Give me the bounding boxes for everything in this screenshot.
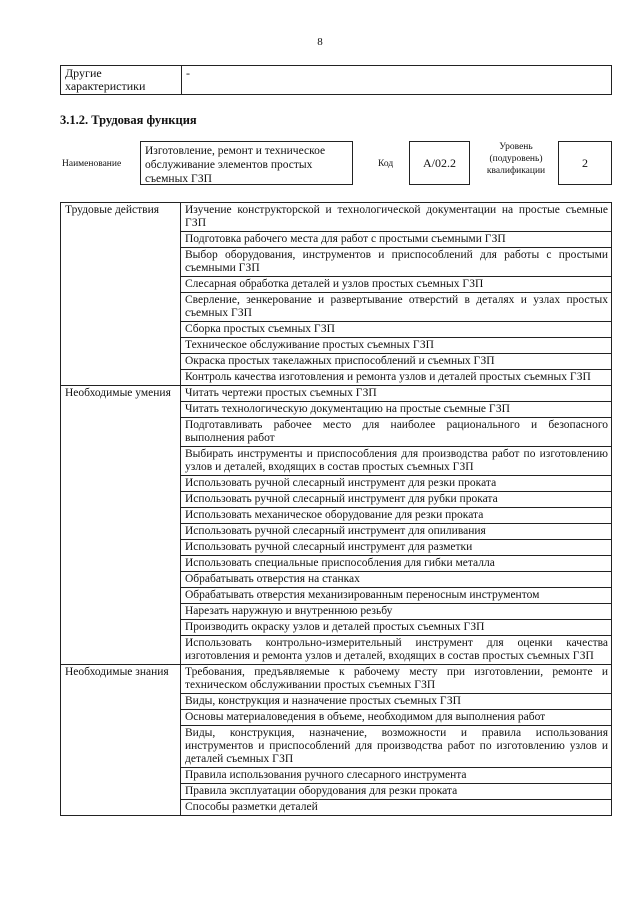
item-cell: Сборка простых съемных ГЗП xyxy=(181,322,612,338)
name-value: Изготовление, ремонт и техническое обслуживание элементов простых съемных ГЗП xyxy=(140,141,353,185)
item-cell: Использовать механическое оборудование для резки проката xyxy=(181,508,612,524)
item-cell: Способы разметки деталей xyxy=(181,800,612,816)
item-cell: Окраска простых такелажных приспособлений и съемных ГЗП xyxy=(181,354,612,370)
labor-function-table xyxy=(60,202,612,816)
item-cell: Слесарная обработка деталей и узлов простых съемных ГЗП xyxy=(181,277,612,293)
category-cell: Необходимые знания xyxy=(61,665,181,816)
item-cell: Использовать ручной слесарный инструмент для опиливания xyxy=(181,524,612,540)
item-cell: Использовать контрольно-измерительный инструмент для оценки качества изготовления и ремонта узлов и деталей, входящих в состав простых съемных ГЗП xyxy=(181,636,612,665)
item-cell: Обрабатывать отверстия на станках xyxy=(181,572,612,588)
item-cell: Производить окраску узлов и деталей простых съемных ГЗП xyxy=(181,620,612,636)
item-cell: Техническое обслуживание простых съемных ГЗП xyxy=(181,338,612,354)
category-cell: Необходимые умения xyxy=(61,386,181,665)
code-value: А/02.2 xyxy=(409,141,470,185)
category-cell: Трудовые действия xyxy=(61,203,181,386)
item-cell: Использовать ручной слесарный инструмент для рубки проката xyxy=(181,492,612,508)
other-characteristics-value: - xyxy=(182,66,612,95)
item-cell: Выбирать инструменты и приспособления для производства работ по изготовлению узлов и деталей, входящих в состав простых съемных ГЗП xyxy=(181,447,612,476)
item-cell: Правила использования ручного слесарного инструмента xyxy=(181,768,612,784)
level-value: 2 xyxy=(558,141,612,185)
item-cell: Виды, конструкция, назначение, возможности и правила использования инструментов и приспособлений для производства работ по изготовлению узлов и деталей съемных ГЗП xyxy=(181,726,612,768)
table-row xyxy=(61,203,612,232)
item-cell: Читать технологическую документацию на простые съемные ГЗП xyxy=(181,402,612,418)
item-cell: Подготовка рабочего места для работ с простыми съемными ГЗП xyxy=(181,232,612,248)
item-cell: Выбор оборудования, инструментов и приспособлений для работы с простыми съемными ГЗП xyxy=(181,248,612,277)
page-number: 8 xyxy=(317,36,323,48)
item-cell: Виды, конструкция и назначение простых съемных ГЗП xyxy=(181,694,612,710)
name-label: Наименование xyxy=(62,159,122,169)
section-title: 3.1.2. Трудовая функция xyxy=(60,113,197,127)
item-cell: Обрабатывать отверстия механизированным переносным инструментом xyxy=(181,588,612,604)
item-cell: Использовать ручной слесарный инструмент для разметки xyxy=(181,540,612,556)
other-characteristics-table xyxy=(60,65,612,95)
item-cell: Требования, предъявляемые к рабочему месту при изготовлении, ремонте и техническом обслуживании простых съемных ГЗП xyxy=(181,665,612,694)
other-characteristics-label: Другие характеристики xyxy=(61,66,182,95)
item-cell: Читать чертежи простых съемных ГЗП xyxy=(181,386,612,402)
item-cell: Контроль качества изготовления и ремонта узлов и деталей простых съемных ГЗП xyxy=(181,370,612,386)
table-row xyxy=(61,665,612,694)
item-cell: Подготавливать рабочее место для наиболее рационального и безопасного выполнения работ xyxy=(181,418,612,447)
item-cell: Использовать специальные приспособления для гибки металла xyxy=(181,556,612,572)
table-row xyxy=(61,386,612,402)
item-cell: Изучение конструкторской и технологической документации на простые съемные ГЗП xyxy=(181,203,612,232)
item-cell: Сверление, зенкерование и развертывание отверстий в деталях и узлах простых съемных ГЗП xyxy=(181,293,612,322)
item-cell: Основы материаловедения в объеме, необходимом для выполнения работ xyxy=(181,710,612,726)
item-cell: Использовать ручной слесарный инструмент для резки проката xyxy=(181,476,612,492)
item-cell: Правила эксплуатации оборудования для резки проката xyxy=(181,784,612,800)
level-label: Уровень (подуровень) квалификации xyxy=(486,142,546,176)
function-header xyxy=(60,139,612,191)
code-label: Код xyxy=(378,159,394,169)
item-cell: Нарезать наружную и внутреннюю резьбу xyxy=(181,604,612,620)
